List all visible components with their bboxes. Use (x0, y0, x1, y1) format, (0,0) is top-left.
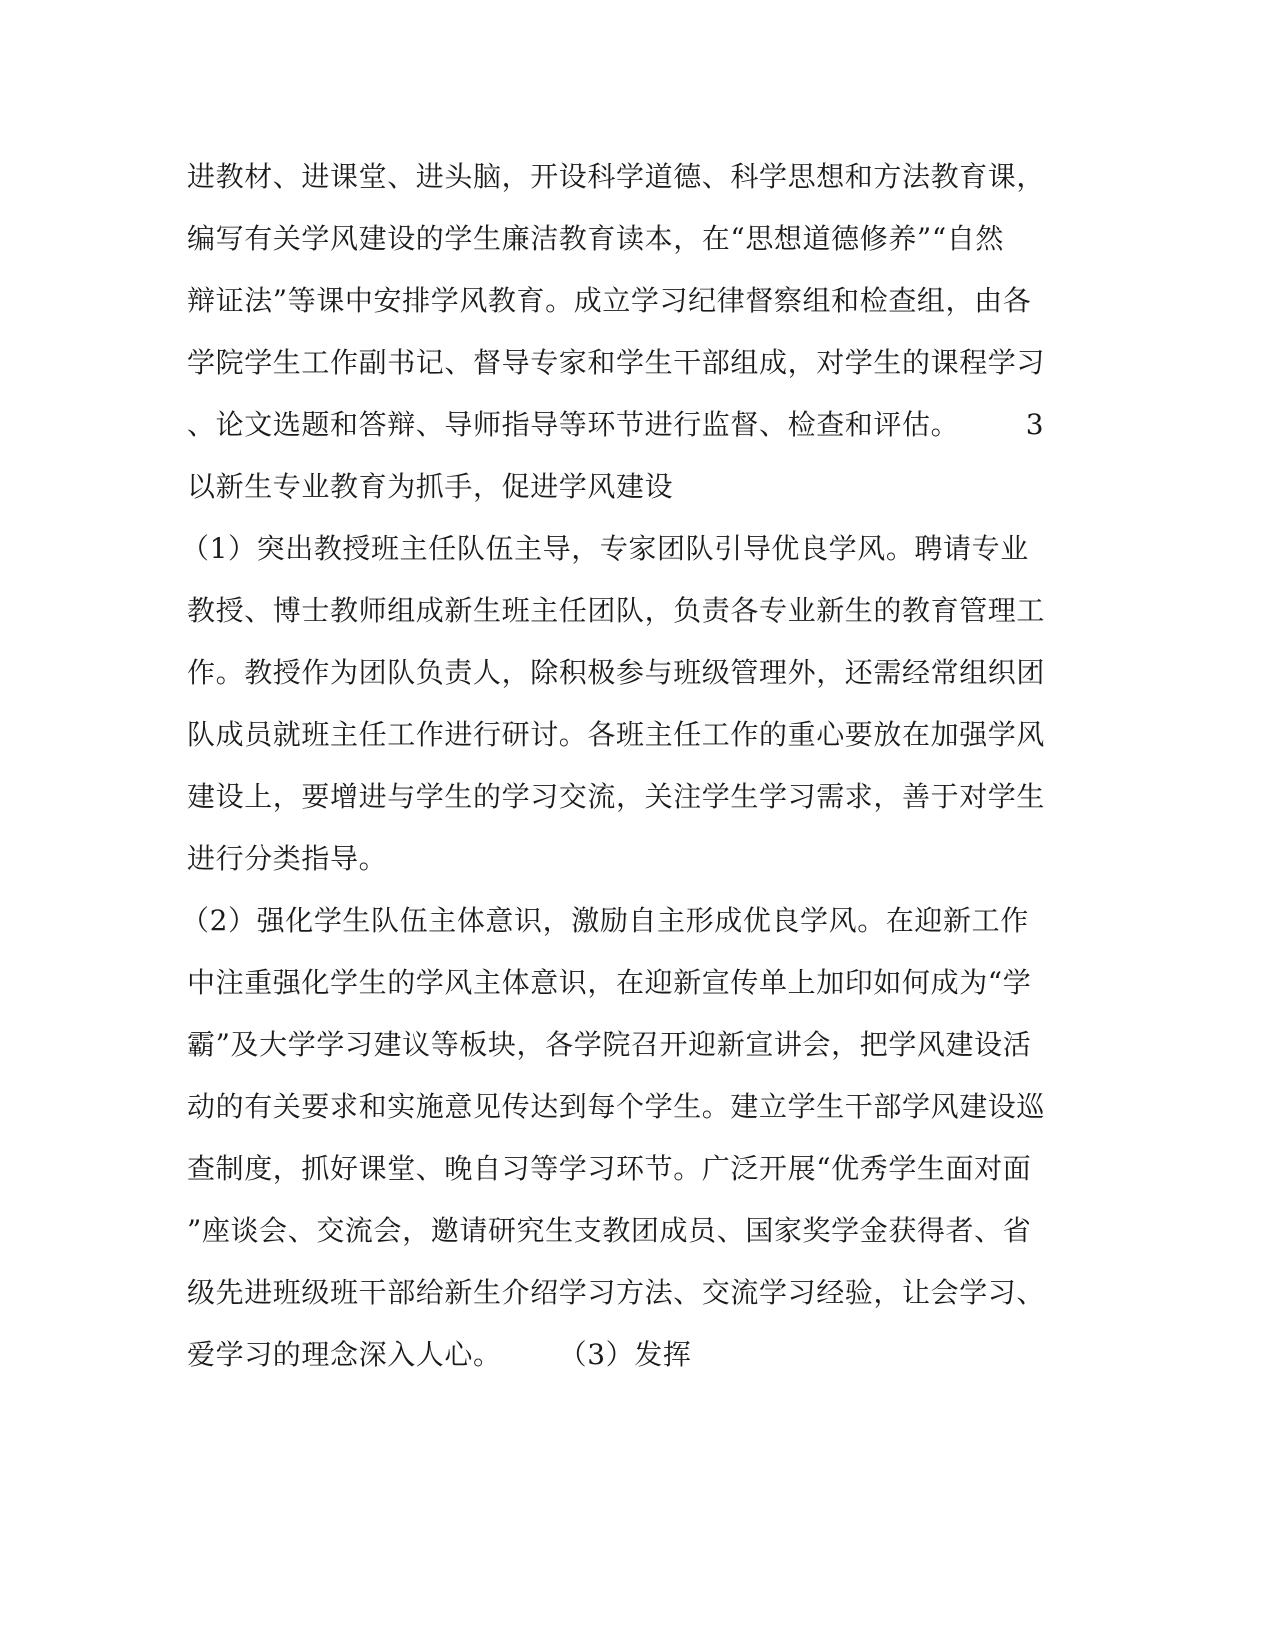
text-line: 进教材、进课堂、进头脑，开设科学道德、科学思想和方法教育课， (187, 160, 1046, 193)
text-line: 学院学生工作副书记、督导专家和学生干部组成，对学生的课程学习 (187, 346, 1046, 379)
text-line: 、论文选题和答辩、导师指导等环节进行监督、检查和评估。 3 (187, 408, 1045, 441)
text-line: 查制度，抓好课堂、晚自习等学习环节。广泛开展“优秀学生面对面 (187, 1152, 1032, 1185)
text-line: 教授、博士教师组成新生班主任团队，负责各专业新生的教育管理工 (187, 594, 1046, 627)
text-line: 爱学习的理念深入人心。 （3）发挥 (187, 1338, 692, 1371)
text-line: 建设上，要增进与学生的学习交流，关注学生学习需求，善于对学生 (187, 780, 1046, 813)
text-line: 作。教授作为团队负责人，除积极参与班级管理外，还需经常组织团 (187, 656, 1046, 689)
text-line: 编写有关学风建设的学生廉洁教育读本，在“思想道德修养”“自然 (187, 222, 1004, 255)
text-line: 霸”及大学学习建议等板块，各学院召开迎新宣讲会，把学风建设活 (187, 1028, 1032, 1061)
text-line: 级先进班级班干部给新生介绍学习方法、交流学习经验，让会学习、 (187, 1276, 1046, 1309)
text-line: （1）突出教授班主任队伍主导，专家团队引导优良学风。聘请专业 (181, 532, 1029, 565)
text-line: （2）强化学生队伍主体意识，激励自主形成优良学风。在迎新工作 (181, 904, 1029, 937)
text-line: 中注重强化学生的学风主体意识，在迎新宣传单上加印如何成为“学 (187, 966, 1032, 999)
text-line: 队成员就班主任工作进行研讨。各班主任工作的重心要放在加强学风 (187, 718, 1046, 751)
text-line: 辩证法”等课中安排学风教育。成立学习纪律督察组和检查组，由各 (187, 284, 1032, 317)
text-line: 进行分类指导。 (187, 842, 388, 875)
text-line: 动的有关要求和实施意见传达到每个学生。建立学生干部学风建设巡 (187, 1090, 1046, 1123)
text-line: 以新生专业教育为抓手，促进学风建设 (187, 470, 674, 503)
text-line: ”座谈会、交流会，邀请研究生支教团成员、国家奖学金获得者、省 (187, 1214, 1032, 1247)
